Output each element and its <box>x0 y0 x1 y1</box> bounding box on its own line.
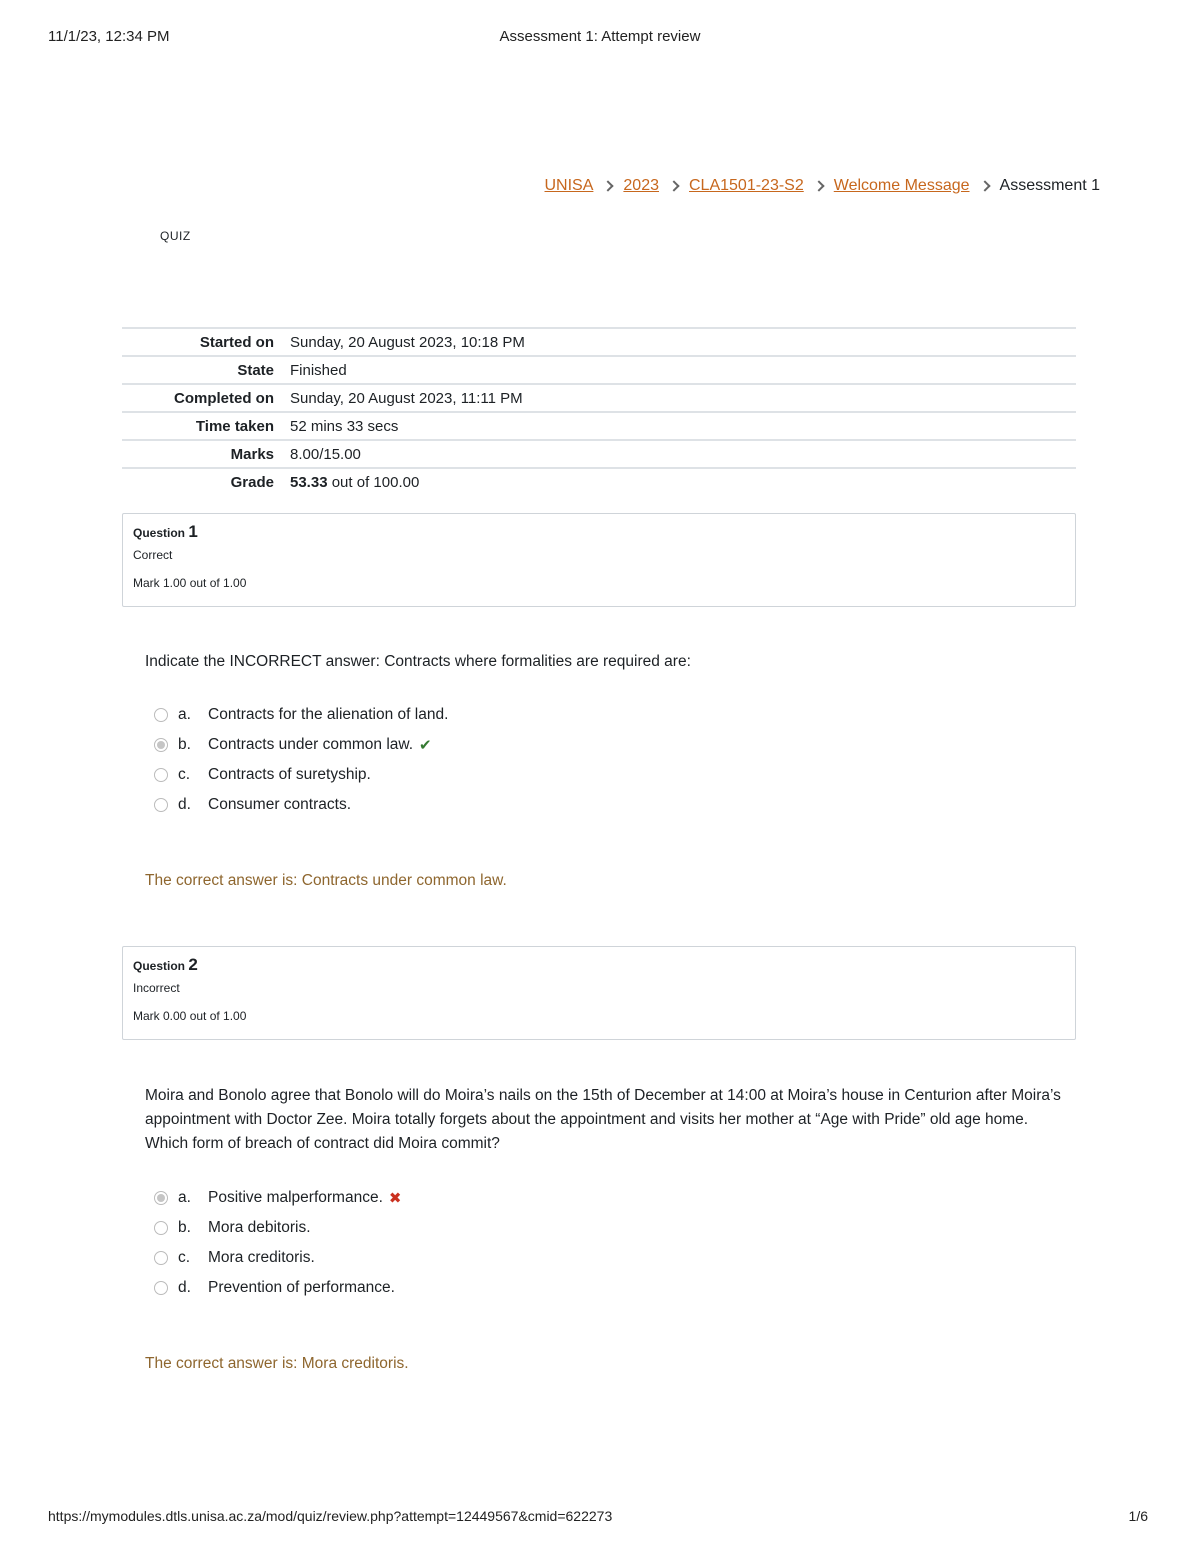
answer-text: Contracts under common law. <box>208 736 414 753</box>
chevron-right-icon <box>814 179 824 193</box>
answer-option <box>154 1213 401 1243</box>
summary-label: Grade <box>230 474 274 491</box>
answer-text: Mora creditoris. <box>208 1249 315 1266</box>
answer-radio[interactable] <box>154 1281 168 1295</box>
answer-radio[interactable] <box>154 1191 168 1205</box>
answer-text: Positive malperformance. <box>208 1189 383 1206</box>
chevron-right-icon <box>603 179 613 193</box>
summary-row-state <box>122 356 1076 384</box>
breadcrumb <box>545 177 1101 195</box>
question-text: Indicate the INCORRECT answer: Contracts where formalities are required are: <box>145 653 691 670</box>
print-title: Assessment 1: Attempt review <box>499 28 701 45</box>
answer-option <box>154 1243 401 1273</box>
breadcrumb-current: Assessment 1 <box>999 177 1100 194</box>
answer-option <box>154 730 448 760</box>
print-url: https://mymodules.dtls.unisa.ac.za/mod/quiz/review.php?attempt=12449567&cmid=622273 <box>48 1508 613 1524</box>
answer-list <box>154 1183 401 1303</box>
question-grade: Mark 0.00 out of 1.00 <box>133 1009 247 1023</box>
answer-text: Contracts for the alienation of land. <box>208 706 449 723</box>
summary-value <box>286 468 1076 496</box>
summary-label: Time taken <box>195 417 274 435</box>
print-date: 11/1/23, 12:34 PM <box>48 28 170 45</box>
answer-letter: b. <box>178 736 191 753</box>
chevron-right-icon <box>980 179 990 193</box>
question-info-box <box>122 513 1076 607</box>
breadcrumb-link-welcome-message[interactable]: Welcome Message <box>833 177 970 194</box>
answer-radio[interactable] <box>154 738 168 752</box>
answer-letter: b. <box>178 1219 191 1236</box>
print-footer <box>48 1508 1148 1528</box>
answer-letter: c. <box>178 1249 191 1266</box>
summary-row-time-taken <box>122 412 1076 440</box>
question-info-box <box>122 946 1076 1040</box>
question-number-value: 1 <box>188 522 198 541</box>
summary-value: Finished <box>290 361 347 379</box>
answer-letter: a. <box>178 1189 191 1206</box>
summary-value: Sunday, 20 August 2023, 11:11 PM <box>290 389 523 407</box>
answer-letter: d. <box>178 1279 191 1296</box>
right-answer-feedback: The correct answer is: Mora creditoris. <box>145 1355 409 1372</box>
summary-label: Marks <box>230 445 274 463</box>
answer-radio[interactable] <box>154 768 168 782</box>
summary-value: 52 mins 33 secs <box>290 417 399 435</box>
question-state: Correct <box>133 548 173 562</box>
summary-row-grade <box>122 468 1076 496</box>
answer-radio[interactable] <box>154 708 168 722</box>
question-label: Question <box>133 959 186 973</box>
answer-option <box>154 700 448 730</box>
breadcrumb-link-course[interactable]: CLA1501-23-S2 <box>689 177 804 194</box>
answer-text: Contracts of suretyship. <box>208 766 371 783</box>
answer-radio[interactable] <box>154 798 168 812</box>
answer-letter: a. <box>178 706 191 723</box>
answer-option <box>154 1183 401 1213</box>
breadcrumb-link-2023[interactable]: 2023 <box>623 177 659 194</box>
quiz-label: QUIZ <box>160 229 191 243</box>
question-text: Moira and Bonolo agree that Bonolo will do Moira’s nails on the 15th of December at 14:00 at Moira’s house in Centurion after Moira’s appointment with Doctor Zee. Moira totally forgets about the appointment and visits her mother at “Age with Pride” old age home. Which form of breach of contract did Moira commit? <box>145 1087 1061 1152</box>
answer-text: Mora debitoris. <box>208 1219 311 1236</box>
grade-out-of: out of 100.00 <box>327 474 420 491</box>
answer-option <box>154 790 448 820</box>
grade-value: 53.33 <box>290 474 328 491</box>
summary-row-started <box>122 328 1076 356</box>
summary-label: State <box>237 361 274 379</box>
chevron-right-icon <box>669 179 679 193</box>
question-label: Question <box>133 526 186 540</box>
answer-radio[interactable] <box>154 1251 168 1265</box>
answer-letter: d. <box>178 796 191 813</box>
question-number <box>133 955 1065 975</box>
answer-option <box>154 760 448 790</box>
summary-row-marks <box>122 440 1076 468</box>
right-answer-feedback: The correct answer is: Contracts under common law. <box>145 872 507 889</box>
answer-radio[interactable] <box>154 1221 168 1235</box>
answer-letter: c. <box>178 766 191 783</box>
question-number <box>133 522 1065 542</box>
print-page-number: 1/6 <box>1128 1508 1148 1524</box>
answer-text: Prevention of performance. <box>208 1279 395 1296</box>
print-header <box>48 28 1152 48</box>
cross-icon: ✖ <box>388 1190 402 1207</box>
check-icon: ✔ <box>419 737 432 754</box>
summary-label: Completed on <box>174 389 274 407</box>
summary-value: 8.00/15.00 <box>290 445 361 463</box>
attempt-summary-table <box>122 327 1076 496</box>
question-number-value: 2 <box>188 955 198 974</box>
breadcrumb-link-unisa[interactable]: UNISA <box>544 177 594 194</box>
summary-value: Sunday, 20 August 2023, 10:18 PM <box>290 333 525 351</box>
answer-list <box>154 700 448 820</box>
answer-text: Consumer contracts. <box>208 796 351 813</box>
summary-label: Started on <box>199 333 274 351</box>
summary-row-completed <box>122 384 1076 412</box>
question-state: Incorrect <box>133 981 180 995</box>
question-grade: Mark 1.00 out of 1.00 <box>133 576 247 590</box>
answer-option <box>154 1273 401 1303</box>
